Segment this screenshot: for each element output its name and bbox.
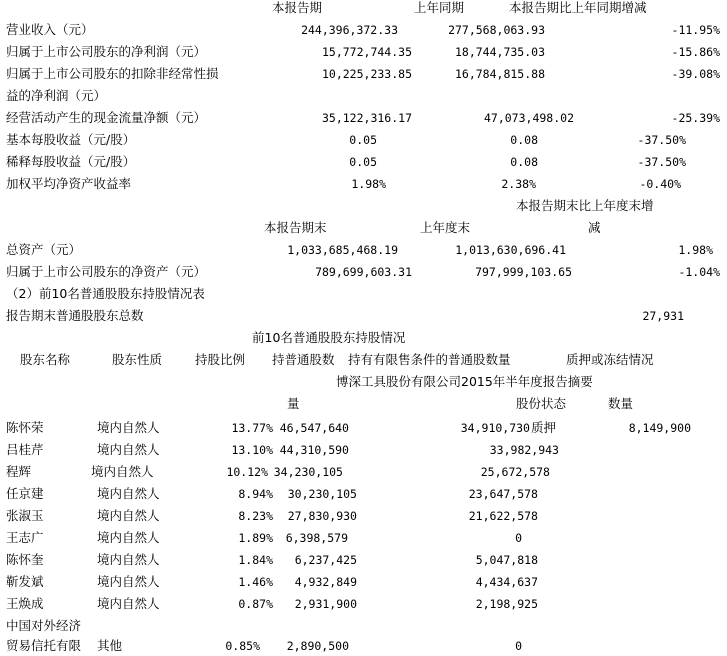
holder-shares: 46,547,640 xyxy=(279,421,349,435)
row-label: 营业收入（元） xyxy=(6,22,94,37)
col-header-shares-cont: 量 xyxy=(287,396,300,411)
prior-value: 797,999,103.65 xyxy=(475,265,572,279)
holder-name-cont: 贸易信托有限 xyxy=(6,638,82,653)
holder-name: 陈怀荣 xyxy=(6,420,44,435)
col-header-ytd-change: 本报告期末比上年度末增 xyxy=(516,198,654,213)
current-value: 1,033,685,468.19 xyxy=(287,243,398,257)
col-header-name: 股东名称 xyxy=(20,352,71,367)
col-header-period-end: 本报告期末 xyxy=(264,220,327,235)
holder-restricted: 23,647,578 xyxy=(468,487,538,501)
change-value: 1.98% xyxy=(678,243,713,257)
total-holders-value: 27,931 xyxy=(642,309,684,323)
col-header-nature: 股东性质 xyxy=(112,352,163,367)
section-title: （2）前10名普通股股东持股情况表 xyxy=(6,286,205,301)
col-header-pledge-qty: 数量 xyxy=(608,396,634,411)
holder-restricted: 33,982,943 xyxy=(489,443,559,457)
current-value: 244,396,372.33 xyxy=(301,23,398,37)
col-header-restricted: 持有有限售条件的普通股数量 xyxy=(348,352,511,367)
holder-ratio: 8.94% xyxy=(238,487,273,501)
total-holders-label: 报告期末普通股股东总数 xyxy=(6,308,144,323)
holder-shares: 6,237,425 xyxy=(294,553,357,567)
holders-table-title: 前10名普通股股东持股情况 xyxy=(252,330,406,345)
change-value: -1.04% xyxy=(678,265,720,279)
holder-ratio: 1.84% xyxy=(238,553,273,567)
holder-ratio: 8.23% xyxy=(238,509,273,523)
holder-ratio: 1.89% xyxy=(238,531,273,545)
holder-restricted: 0 xyxy=(515,639,522,653)
prior-value: 16,784,815.88 xyxy=(454,67,545,81)
holder-pledge-qty: 8,149,900 xyxy=(628,421,691,435)
holder-nature: 境内自然人 xyxy=(91,464,154,479)
col-header-pledge-status: 股份状态 xyxy=(516,396,567,411)
change-value: -0.40% xyxy=(639,177,681,191)
row-label: 稀释每股收益（元/股） xyxy=(6,154,136,169)
col-header-ratio: 持股比例 xyxy=(195,352,246,367)
holder-name: 中国对外经济 xyxy=(6,618,82,633)
holder-restricted: 4,434,637 xyxy=(475,575,538,589)
holder-shares: 6,398,579 xyxy=(285,531,348,545)
row-label: 基本每股收益（元/股） xyxy=(6,132,136,147)
prior-value: 0.08 xyxy=(510,155,538,169)
holder-name: 王志广 xyxy=(6,530,44,545)
holder-ratio: 10.12% xyxy=(226,465,268,479)
current-value: 10,225,233.85 xyxy=(321,67,412,81)
holder-shares: 2,931,900 xyxy=(294,597,357,611)
row-label: 归属于上市公司股东的净利润（元） xyxy=(6,44,207,59)
holder-nature: 其他 xyxy=(97,638,123,653)
holder-nature: 境内自然人 xyxy=(97,574,160,589)
current-value: 1.98% xyxy=(351,177,386,191)
prior-value: 1,013,630,696.41 xyxy=(455,243,566,257)
holder-name: 任京建 xyxy=(6,486,44,501)
holder-name: 靳发斌 xyxy=(6,574,44,589)
holder-nature: 境内自然人 xyxy=(97,596,160,611)
change-value: -15.86% xyxy=(671,45,720,59)
col-header-yoy-change: 本报告期比上年同期增减 xyxy=(509,0,647,15)
row-label: 归属于上市公司股东的净资产（元） xyxy=(6,264,207,279)
holder-nature: 境内自然人 xyxy=(97,486,160,501)
holder-shares: 4,932,849 xyxy=(294,575,357,589)
holder-shares: 30,230,105 xyxy=(287,487,357,501)
holder-ratio: 13.10% xyxy=(231,443,273,457)
col-header-prior-year-end: 上年度末 xyxy=(420,220,471,235)
holder-restricted: 21,622,578 xyxy=(468,509,538,523)
holder-ratio: 1.46% xyxy=(238,575,273,589)
prior-value: 0.08 xyxy=(510,133,538,147)
change-value: -37.50% xyxy=(637,155,686,169)
holder-nature: 境内自然人 xyxy=(97,420,160,435)
holder-name: 张淑玉 xyxy=(6,508,44,523)
change-value: -39.08% xyxy=(671,67,720,81)
row-label: 总资产（元） xyxy=(6,242,82,257)
holder-name: 吕桂芹 xyxy=(6,442,44,457)
current-value: 0.05 xyxy=(349,133,377,147)
col-header-ytd-change-cont: 减 xyxy=(588,220,601,235)
holder-nature: 境内自然人 xyxy=(97,442,160,457)
holder-shares: 2,890,500 xyxy=(286,639,349,653)
change-value: -37.50% xyxy=(637,133,686,147)
holder-ratio: 13.77% xyxy=(231,421,273,435)
holder-nature: 境内自然人 xyxy=(97,508,160,523)
holder-shares: 34,230,105 xyxy=(273,465,343,479)
holder-restricted: 2,198,925 xyxy=(475,597,538,611)
prior-value: 47,073,498.02 xyxy=(483,111,574,125)
holder-restricted: 0 xyxy=(515,531,522,545)
row-label: 经营活动产生的现金流量净额（元） xyxy=(6,110,207,125)
col-header-current-period: 本报告期 xyxy=(272,0,323,15)
prior-value: 277,568,063.93 xyxy=(448,23,545,37)
current-value: 35,122,316.17 xyxy=(321,111,412,125)
holder-shares: 44,310,590 xyxy=(279,443,349,457)
current-value: 15,772,744.35 xyxy=(321,45,412,59)
row-label-cont: 益的净利润（元） xyxy=(6,88,107,103)
holder-name: 王焕成 xyxy=(6,596,44,611)
holder-nature: 境内自然人 xyxy=(97,530,160,545)
current-value: 0.05 xyxy=(349,155,377,169)
holder-restricted: 25,672,578 xyxy=(480,465,550,479)
holder-pledge-status: 质押 xyxy=(531,420,557,435)
holder-restricted: 5,047,818 xyxy=(475,553,538,567)
holder-ratio: 0.85% xyxy=(225,639,260,653)
row-label: 归属于上市公司股东的扣除非经常性损 xyxy=(6,66,219,81)
holder-nature: 境内自然人 xyxy=(97,552,160,567)
col-header-pledge: 质押或冻结情况 xyxy=(566,352,654,367)
holder-ratio: 0.87% xyxy=(238,597,273,611)
col-header-prior-period: 上年同期 xyxy=(414,0,465,15)
row-label: 加权平均净资产收益率 xyxy=(6,176,132,191)
holder-name: 程辉 xyxy=(6,464,32,479)
holder-restricted: 34,910,730 xyxy=(460,421,530,435)
prior-value: 2.38% xyxy=(501,177,536,191)
holder-name: 陈怀奎 xyxy=(6,552,44,567)
col-header-shares: 持普通股数 xyxy=(272,352,335,367)
current-value: 789,699,603.31 xyxy=(315,265,412,279)
change-value: -25.39% xyxy=(671,111,720,125)
running-header: 博深工具股份有限公司2015年半年度报告摘要 xyxy=(336,374,593,389)
change-value: -11.95% xyxy=(671,23,720,37)
prior-value: 18,744,735.03 xyxy=(454,45,545,59)
holder-shares: 27,830,930 xyxy=(287,509,357,523)
